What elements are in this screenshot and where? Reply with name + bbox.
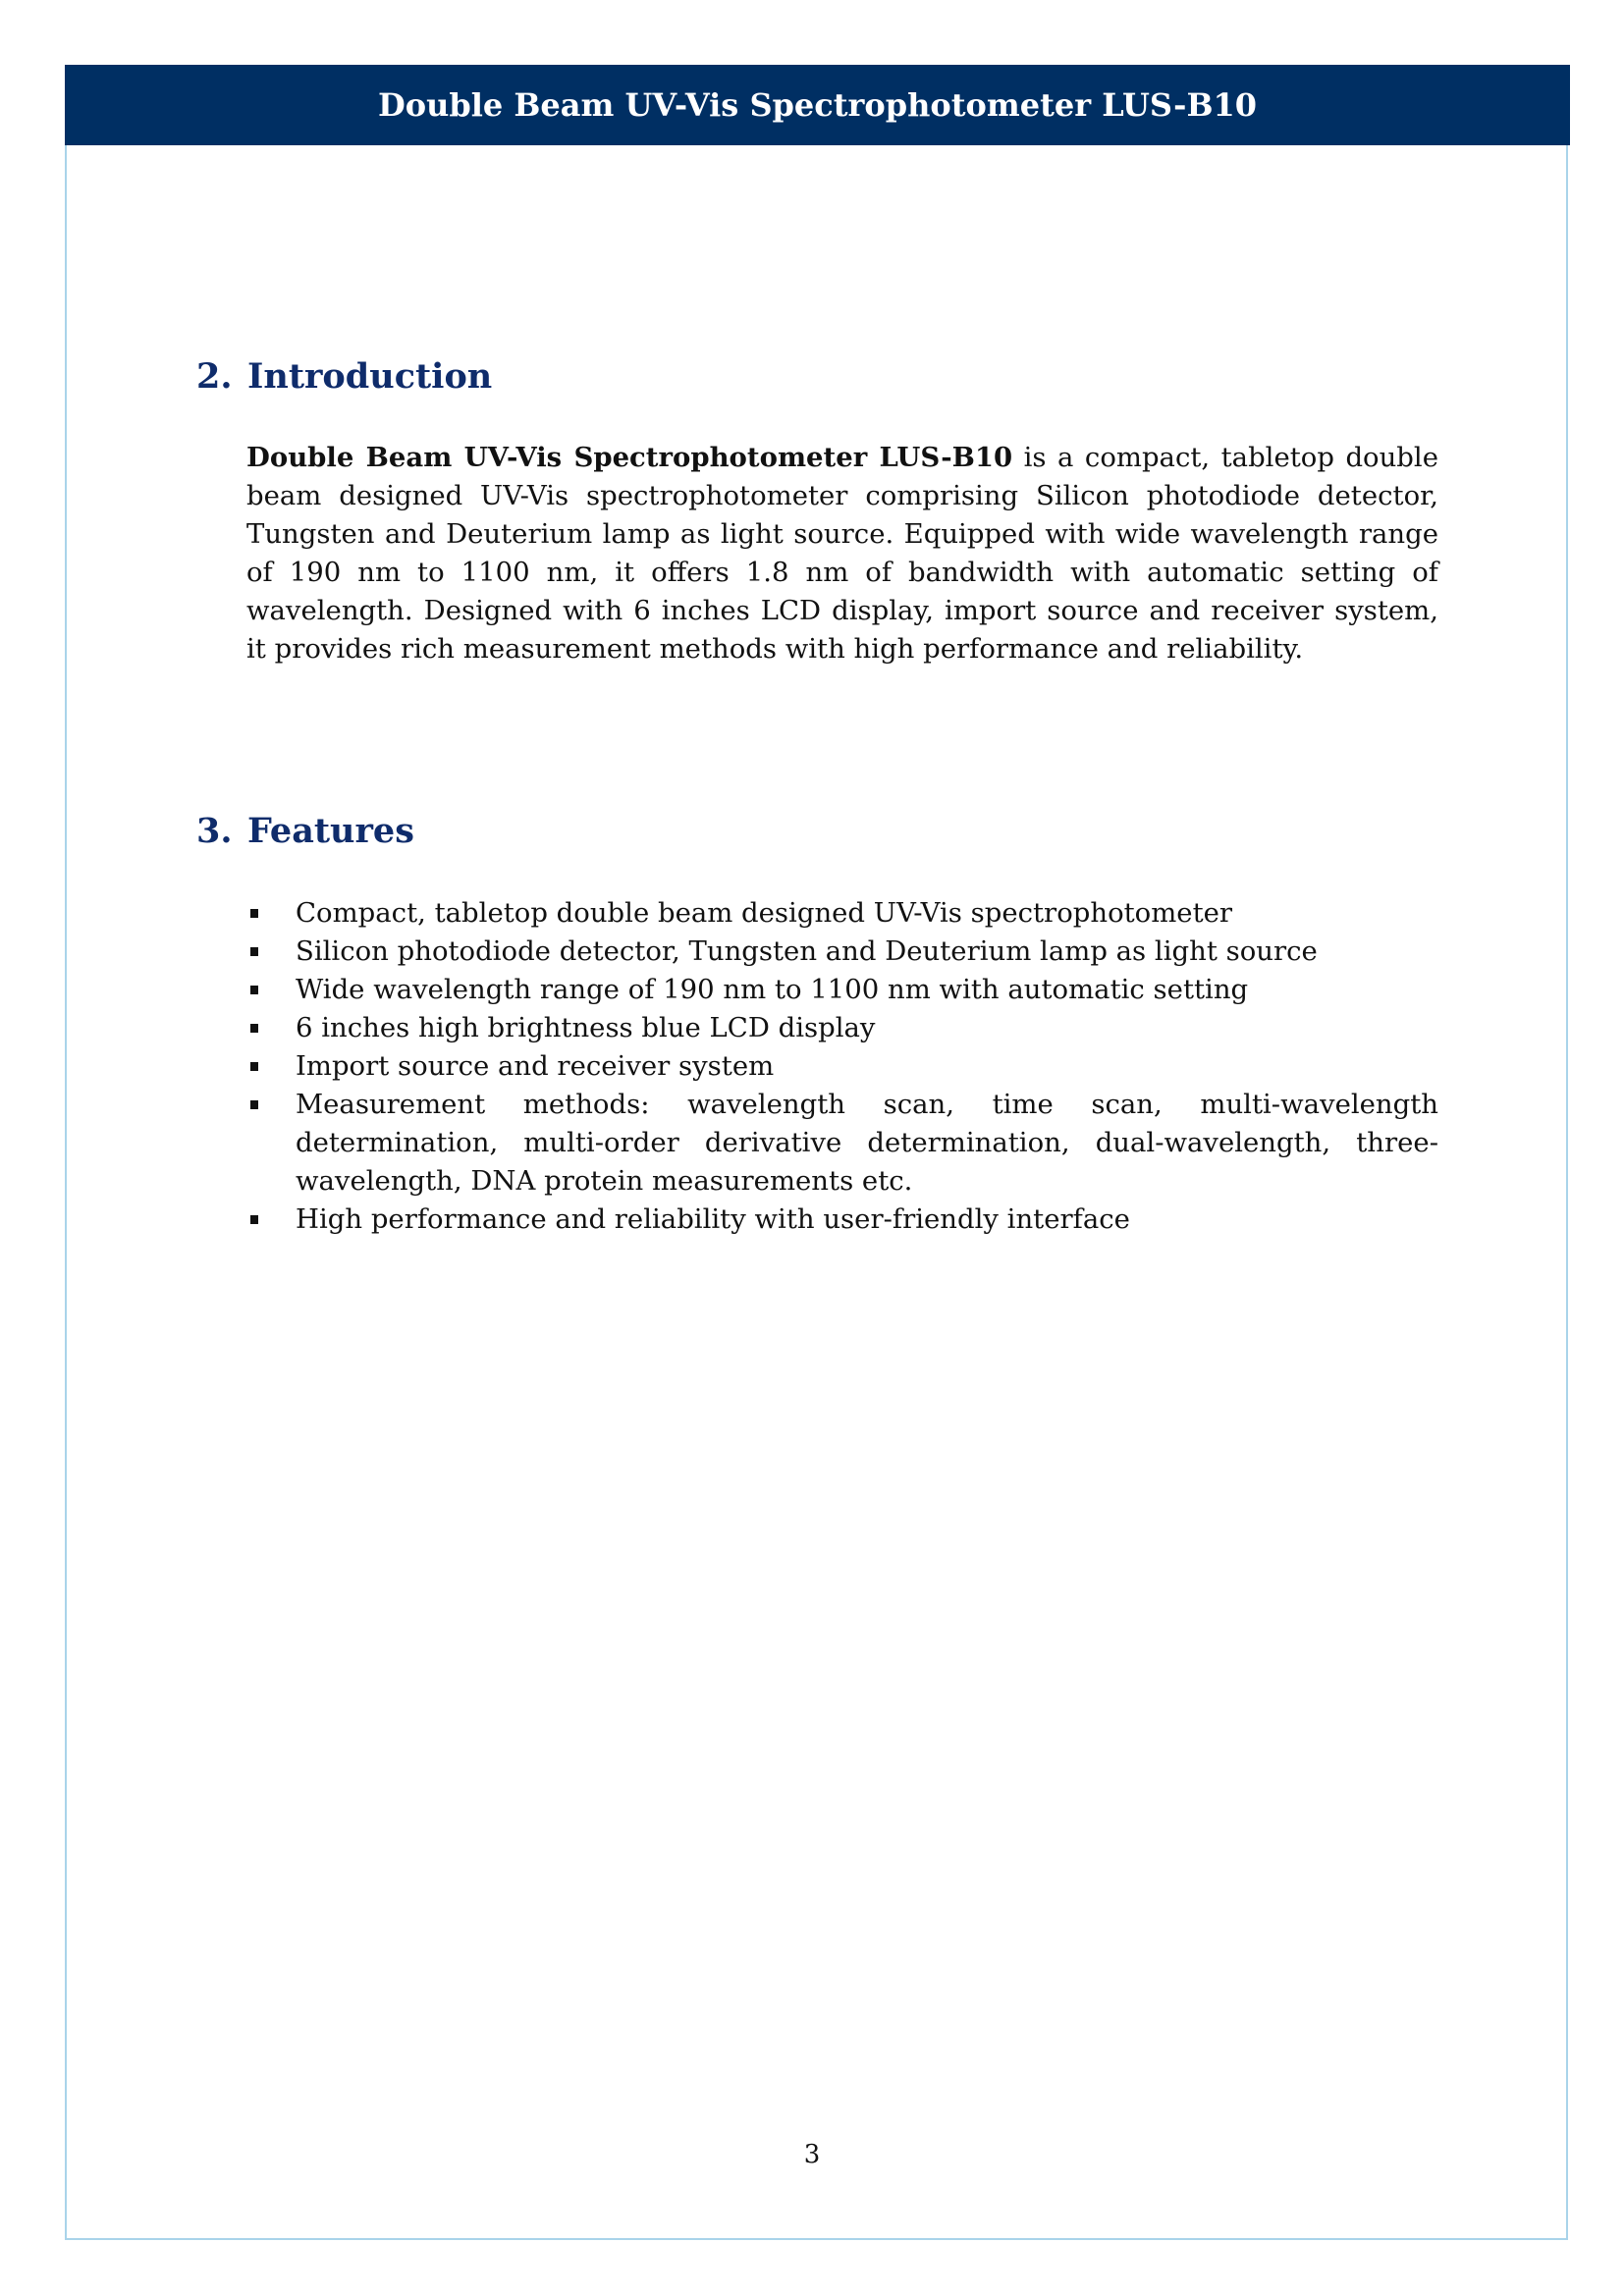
feature-text: Import source and receiver system <box>296 1050 775 1082</box>
list-item <box>246 933 1438 971</box>
square-bullet-icon <box>250 1024 258 1033</box>
header-title: Double Beam UV-Vis Spectrophotometer LUS-B10 <box>377 86 1258 124</box>
section-number: 3. <box>196 811 233 851</box>
feature-text: Measurement methods: wavelength scan, time scan, multi-wavelength determination, multi-order derivative determination, dual-wavelength, three-wavelength, DNA protein measurements etc. <box>296 1089 1438 1197</box>
square-bullet-icon <box>250 909 258 918</box>
square-bullet-icon <box>250 947 258 956</box>
product-name: Double Beam UV-Vis Spectrophotometer LUS-B10 <box>246 442 1013 473</box>
list-item <box>246 1009 1438 1047</box>
section-number: 2. <box>196 356 233 397</box>
feature-text: 6 inches high brightness blue LCD display <box>296 1012 876 1043</box>
section-heading-features <box>196 811 414 851</box>
list-item <box>246 1047 1438 1086</box>
feature-text: Wide wavelength range of 190 nm to 1100 nm with automatic setting <box>296 974 1249 1005</box>
square-bullet-icon <box>250 1062 258 1071</box>
square-bullet-icon <box>250 1100 258 1109</box>
section-title: Features <box>247 811 414 851</box>
feature-text: Silicon photodiode detector, Tungsten and Deuterium lamp as light source <box>296 935 1318 967</box>
square-bullet-icon <box>250 1215 258 1224</box>
feature-text: High performance and reliability with user-friendly interface <box>296 1203 1130 1235</box>
page-number: 3 <box>803 2140 821 2169</box>
list-item <box>246 1086 1438 1201</box>
list-item <box>246 971 1438 1009</box>
list-item <box>246 1201 1438 1239</box>
header-bar <box>65 65 1570 145</box>
square-bullet-icon <box>250 986 258 994</box>
section-heading-introduction <box>196 356 492 397</box>
introduction-body: is a compact, tabletop double beam designed UV-Vis spectrophotometer comprising Silicon photodiode detector, Tungsten and Deuterium lamp as light source. Equipped with wide wavelength range of 190 nm to 1100 nm, it offers 1.8 nm of bandwidth with automatic setting of wavelength. Designed with 6 inches LCD display, import source and receiver system, it provides rich measurement methods with high performance and reliability. <box>246 442 1438 665</box>
section-title: Introduction <box>247 356 493 397</box>
introduction-paragraph <box>246 439 1438 668</box>
feature-list <box>246 894 1438 1239</box>
feature-text: Compact, tabletop double beam designed UV-Vis spectrophotometer <box>296 897 1233 929</box>
list-item <box>246 894 1438 933</box>
